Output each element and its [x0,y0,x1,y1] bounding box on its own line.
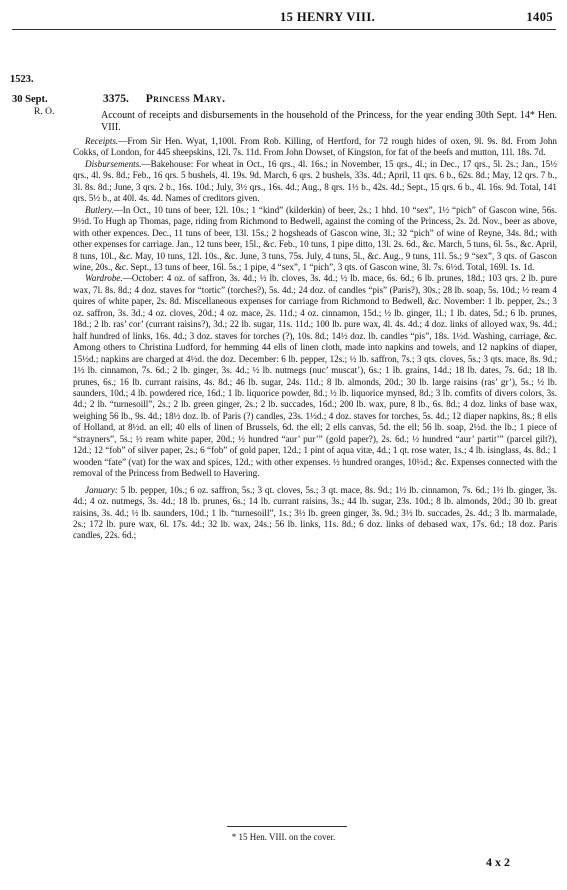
running-head-title: 15 HENRY VIII. [280,10,376,24]
paragraph-label: January: [85,484,118,495]
paragraph-text: 5 lb. pepper, 10s.; 6 oz. saffron, 5s.; 3 qt. cloves, 5s.; 3 qt. mace, 8s. 9d.; 1½ lb. cinnamon, 7s. 6d.; 1½ lb. ginger, 3s. 4d.; 4 oz. nutmegs, 3s. 4d.; 18 lb. prunes, 6s.; 14 lb. currant raisins, 3s.; 44 lb. sugar, 23s. 10d.; 8 lb. almonds, 20d.; 30 lb. great raisins, 3s. 4d.; ½ lb. saunders, 10d.; 1 lb. “turnesoill”, 1s.; 3½ lb. green ginger, 3s. 9d.; 3½ lb. succades, 2s. 4d.; 3 lb. marmalade, 2s.; 172 lb. pure wax, 6l. 17s. 4d.; 32 lb. wax, 24s.; 56 lb. links, 11s. 8d.; 6 doz. links of debased wax, 17s. 6d.; 18 doz. Paris candles, 22s. 6d.; [73,484,557,541]
entry-heading [103,93,225,105]
paragraph-january [73,485,557,542]
page-number: 1405 [526,10,553,24]
paragraph-text: —Bakehouse: For wheat in Oct., 16 qrs., 4l. 16s.; in November, 15 qrs., 4l.; in Dec., 17 qrs., 5l. 2s.; Jan., 15½ qrs., 4l. 9s. 8d.; Feb., 16 qrs. 5 bushels, 4l. 19s. 9d. March, 6 qrs. 2 bushels, 33s. 4d.; April, 11 qrs. 6 b., 62s. 8d.; May, 12 qrs. 7 b., 3l. 8s. 8d.; June, 3 qrs. 2 b., 16s. 10d.; July, 3½ qrs., 16s. 4d.; Aug., 8 qrs. 1½ b., 42s. 4d.; Sept., 15 qrs. 6 b., 4l. 16s. 9d. Total, 141 qrs. 5½ b., at 40l. 4s. 4d. Names of creditors given. [73,158,557,204]
footnote: * 15 Hen. VIII. on the cover. [231,832,336,842]
paragraph-disbursements [73,159,557,205]
running-head [0,10,567,26]
paragraph-butlery [73,205,557,274]
entry-title: Princess Mary. [145,93,226,105]
margin-date: 30 Sept. [12,94,48,105]
paragraph-text: —October: 4 oz. of saffron, 3s. 4d.; ½ lb. cloves, 3s. 4d.; ½ lb. mace, 6s. 6d.; 6 lb. prunes, 18d.; 103 qrs. 2 lb. pure wax, 7l. 8s. 8d.; 4 doz. staves for “tortic” (torches?), 5s. 4d.; 24 doz. of candles “pis” (Paris?), 30s.; 28 lb. soap, 5s. 10d.; ½ ream 4 quires of white paper, 2s. 8d. Miscellaneous expenses for carriage from Richmond to Bedwell, &c. November: 1 lb. pepper, 2s.; 3 oz. saffron, 3s. 3d.; 4 oz. cloves, 20d.; 4 oz. mace, 2s. 11d.; 4 oz. cinnamon, 15d.; ½ lb. ginger, 1l.; 1 lb. dates, 5d.; 6 lb. prunes, 18d.; 2 lb. ras’ cor’ (currant raisins?), 3d.; 22 lb. sugar, 11s. 11d.; 100 lb. pure wax, 4l. 4s. 4d.; 4 doz. links of alloyed wax, 9s. 4d.; half hundred of links, 16s. 4d.; 3 doz. staves for torches (?), 10s. 8d.; 14½ doz. lb. candles “pis”, 18s. 1½d. Washing, carriage, &c. Among others to Christina Ludford, for hemming 44 ells of linen cloth, made into napkins and towels, and 12 napkins of diaper, 15½d.; napkins are charged at 4½d. the doz. December: 6 lb. pepper, 12s.; ½ lb. saffron, 7s.; 3 qts. cloves, 5s.; 3 qts. mace, 8s. 9d.; 1½ lb. cinnamon, 7s. 6d.; 2 lb. ginger, 3s. 4d.; ½ lb. nutmegs (nuc’ muscat’), 6s.; 1 lb. grains, 14d.; 18 lb. dates, 7s. 6d.; 18 lb. prunes, 6s.; 16 lb. currant raisins, 4s. 8d.; 46 lb. sugar, 24s. 11d.; 8 lb. almonds, 20d.; 30 lb. large raisins (ras’ gr’), 5s.; ½ lb. saunders, 10d.; 4 lb. powdered rice, 16d.; 1 lb. liquorice powder, 8d.; ½ lb. liquorice mynsed, 8d.; 3 lb. comfits of divers colors, 3s. 4d.; 2 lb. “turnesoill”, 2s.; 2 lb. green ginger, 2s.; 2 lb. succades, 16d.; 200 lb. wax, pure, 8 lb., 6s. 8d.; 4 doz. links of base wax, weighing 56 lb., 9s. 4d.; 18½ doz. lb. of Paris (?) candles, 23s. 1½d.; 4 doz. staves for torches, 5s. 4d.; 12 diaper napkins, 8s.; 8 ells of Holland, at 8½d. an ell; 40 ells of linen of Brussels, 6d. the ell; 2 ells canvas, 5d. the ell; 56 lb. soap, 2½d. the lb.; 1 piece of “strayners”, 5s.; ½ ream white paper, 20d.; ½ hundred “aur’ pur’” (gold paper?), 2s. 6d.; ½ hundred “aur’ partit’” (parcel gilt?), 12d.; 12 “fob” of silver paper, 2s.; 6 “fob” of gold paper, 12d.; 1 pint of aqua vitæ, 4d.; 1 qt. rose water, 1s.; 4 lb. isinglass, 4s. 8d.; 1 wooden “fate” (vat) for the wax and spices, 12d.; with other expenses. ½ hundred oranges, 10½d.; &c. Expenses connected with the removal of the Princess from Bedwell to Havering. [73,273,557,479]
header-rule [12,29,556,30]
paragraph-label: Disbursements. [85,158,142,169]
paragraph-wardrobe [73,273,557,479]
paragraph-text: —In Oct., 10 tuns of beer, 12l. 10s.; 1 “kind” (kilderkin) of beer, 2s.; 1 hhd. 10 “sex”, 1½ “pich” of Gascon wine, 56s. 9½d. To Hugh ap Thomas, page, riding from Richmond to Bedwell, against the coming of the Princess, 2s. 2d. Nov., beer as above, with other expences. Dec., 11 tuns of beer, 13l. 15s.; 2 hogsheads of Gascon wine, 3l.; 32 “pich” of wine of Reyne, 34s. 8d.; with other expenses for carriage. Jan., 12 tuns beer, 15l., &c. Feb., 10 tuns, 1 pipe ditto, 13l. 2s. 6d., &c. March, 5 tuns, 6l. 5s., &c. April, 8 tuns, 10l., &c. May, 10 tuns, 12l. 10s., &c. June, 3 tuns, 75s. July, 4 tuns, 5l., &c. Aug., 9 tuns, 11l. 5s.; 9 “sex”, 3 qts. of Gascon wine, 20s., &c. Sept., 13 tuns of beer, 16l. 5s.; 1 pipe, 4 “sex”, 1 “pich”, 3 qts. of Gascon wine, 3l. 7s. 6½d. Total, 169l. 1s. 1d. [73,204,557,272]
entry-body [73,110,557,542]
footnote-rule [227,826,347,827]
printer-signature: 4 x 2 [486,855,510,869]
paragraph-label: Butlery. [85,204,114,215]
entry-summary: Account of receipts and disbursements in the household of the Princess, for the year ending 30th Sept. 14* Hen. VIII. [101,110,557,133]
margin-year: 1523. [10,74,34,85]
margin-source: R. O. [34,107,55,117]
paragraph-receipts [73,136,557,159]
paragraph-label: Wardrobe. [85,273,123,284]
paragraph-text: —From Sir Hen. Wyat, 1,100l. From Rob. Killing, of Hertford, for 72 rough hides of oxen, 9l. 9s. 8d. From John Cokks, of London, for 445 sheepskins, 12l. 7s. 11d. From John Dowset, of Kingston, for fat of the beefs and mutton, 11l. 18s. 7d. [73,136,557,158]
entry-number: 3375. [103,93,129,105]
paragraph-label: Receipts. [85,136,119,146]
